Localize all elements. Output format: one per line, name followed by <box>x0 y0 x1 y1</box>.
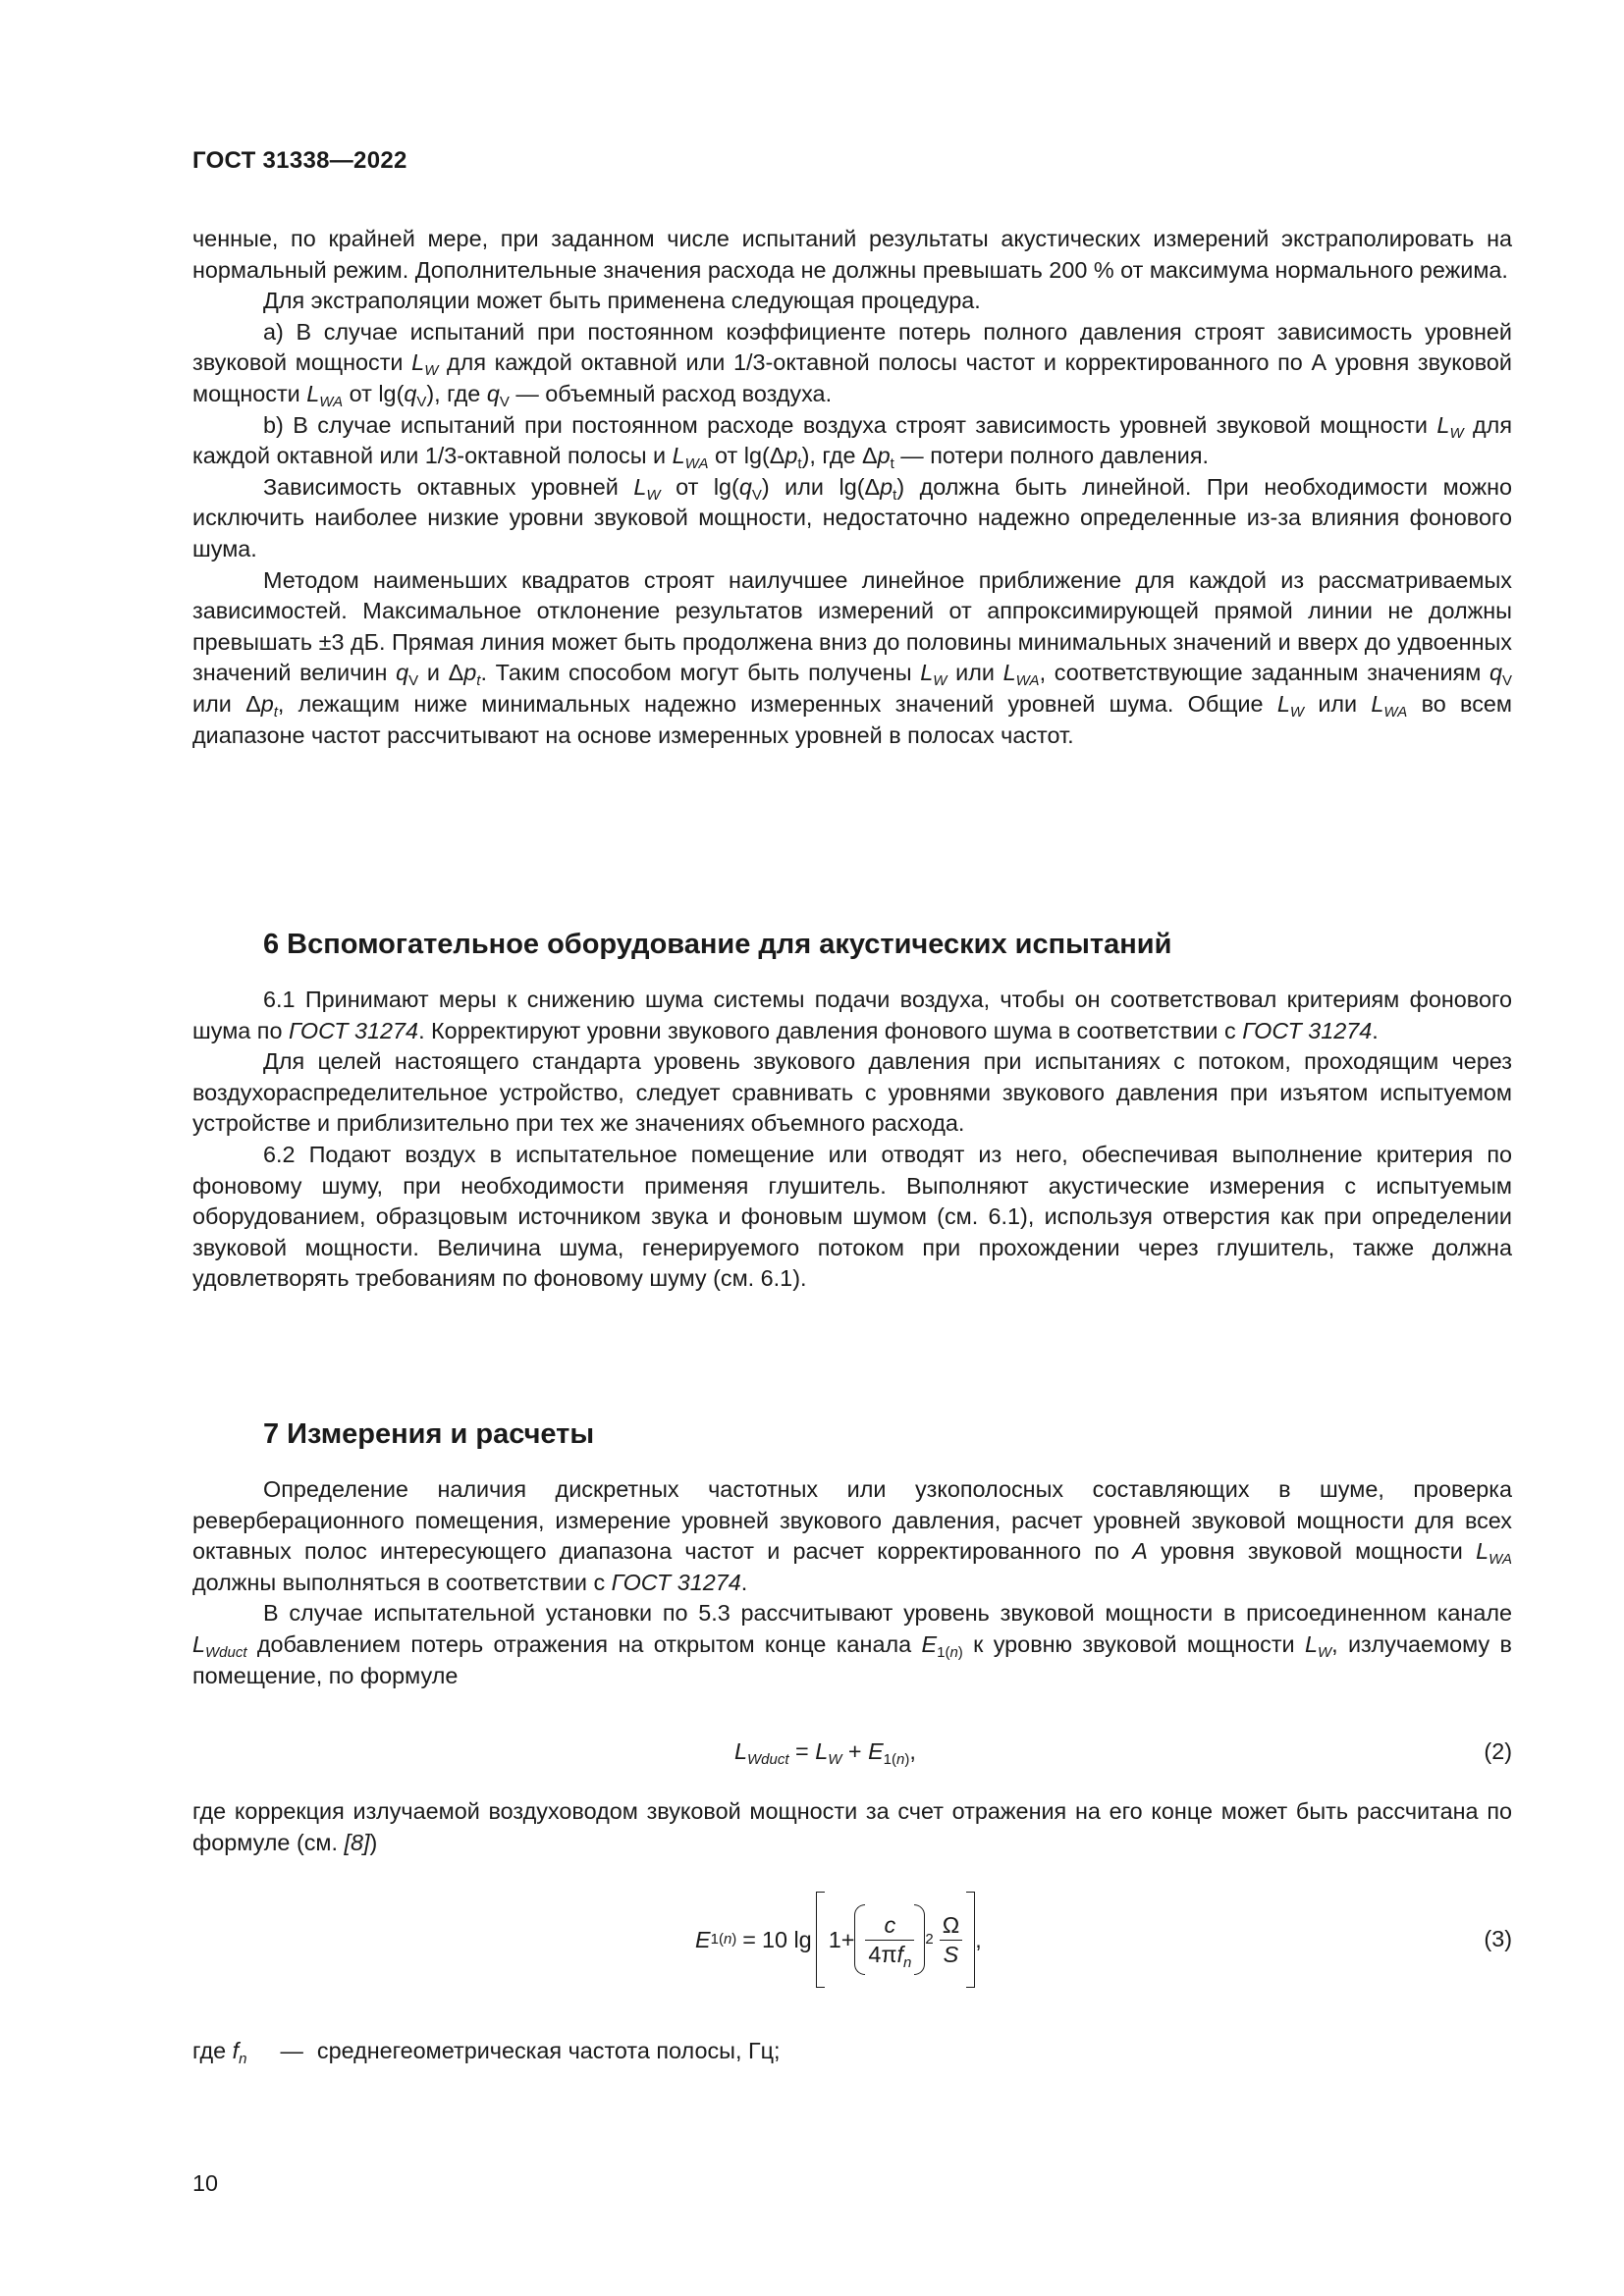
formula-2: $L_{Wduct} = L_W + E_{1(n)}$, <box>734 1738 916 1768</box>
paren-close <box>914 1904 925 1975</box>
bracket-close <box>966 1892 975 1988</box>
section-6 <box>192 927 1512 962</box>
page-number: 10 <box>192 2170 219 2196</box>
fraction: $\frac{\Omega}{S}$ <box>940 1912 963 1968</box>
paragraph: В случае испытательной установки по 5.3 рассчитывают уровень звуковой мощности в присоединенном канале $L_{Wduct}$ добавлением потерь отражения на открытом конце канала $E_{1(n)}$ к уровню звуковой мощности $L_W$, излучаемому в помещение, по формуле <box>192 1600 1512 1688</box>
where-clause <box>192 2036 1512 2067</box>
paragraph: 6.2 Подают воздух в испытательное помещение или отводят из него, обеспечивая выполнение критерия по фоновому шуму, при необходимости применяя глушитель. Выполняют акустические измерения с испытуемым оборудованием, образцовым источником звука и фоновым шумом (см. 6.1), используя отверстия как при определении звуковой мощности. Величина шума, генерируемого потоком при прохождении через глушитель, также должна удовлетворять требованиям по фоновому шуму (см. 6.1). <box>192 1141 1512 1292</box>
paren-open <box>854 1904 865 1975</box>
paragraph: ченные, по крайней мере, при заданном числе испытаний результаты акустических измерений экстраполировать на нормальный режим. Дополнительные значения расхода не должны превышать 200 % от максимума нормального режима. <box>192 226 1512 283</box>
paragraph: Для экстраполяции может быть применена следующая процедура. <box>263 288 981 314</box>
paragraph: 6.1 Принимают меры к снижению шума системы подачи воздуха, чтобы он соответствовал критериям фонового шума по ГОСТ 31274. Корректируют уровни звукового давления фонового шума в соответствии с ГОСТ 31274. <box>192 987 1512 1043</box>
section-heading: 7 Измерения и расчеты <box>263 1418 595 1450</box>
fraction: $\frac{c}{4\pi f_n}$ <box>865 1912 914 1968</box>
paragraph: Зависимость октавных уровней $L_W$ от $\lg(q_V)$ или $\lg(\Delta p_t)$ должна быть линейной. При необходимости можно исключить наиболее низкие уровни звуковой мощности, недостаточно надежно определенные из-за влияния фонового шума. <box>192 473 1513 561</box>
section-7-text-2 <box>192 1796 1512 1858</box>
bracket-open <box>816 1892 825 1988</box>
section-7 <box>192 1416 1512 1452</box>
formula-3: E 1(n) = 10 lg 1+ $\frac{c}{4\pi f_n}$ 2 $\frac{\Omega}{S}$ , <box>695 1891 982 1989</box>
paragraph: Для целей настоящего стандарта уровень звукового давления при испытаниях с потоком, проходящим через воздухораспределительное устройство, следует сравнивать с уровнями звукового давления при изъятом испытуемом устройстве и приблизительно при тех же значениях объемного расхода. <box>192 1048 1512 1137</box>
section-heading: 6 Вспомогательное оборудование для акустических испытаний <box>263 929 1172 960</box>
paragraph: Методом наименьших квадратов строят наилучшее линейное приближение для каждой из рассматриваемых зависимостей. Максимальное отклонение результатов измерений от аппроксимирующей прямой линии не должны превышать ±3 дБ. Прямая линия может быть продолжена вниз до половины минимальных значений и вверх до удвоенных значений величин $q_V$ и $\Delta p_t$. Таким способом могут быть получены $L_W$ или $L_{WA}$, соответствующие заданным значениям $q_V$ или $\Delta p_t$, лежащим ниже минимальных надежно измеренных значений уровней шума. Общие $L_W$ или $L_{WA}$ во всем диапазоне частот рассчитывают на основе измеренных уровней в полосах частот. <box>192 566 1513 748</box>
paragraph: где коррекция излучаемой воздуховодом звуковой мощности за счет отражения на его конце может быть рассчитана по формуле (см. [8]) <box>192 1798 1512 1855</box>
equation-number: (3) <box>1484 1926 1512 1951</box>
document-header: ГОСТ 31338—2022 <box>192 147 407 174</box>
equation-number: (2) <box>1484 1738 1512 1764</box>
section-6-text <box>192 985 1512 1295</box>
list-item-b: b) В случае испытаний при постоянном расходе воздуха строят зависимость уровней звуковой мощности $L_W$ для каждой октавной или 1/3-октавной полосы и $L_{WA}$ от $\lg(\Delta p_t)$, где $\Delta p_t$ — потери полного давления. <box>192 411 1512 473</box>
section-7-text <box>192 1474 1512 1691</box>
definition-line: где $f_n$ — среднегеометрическая частота полосы, Гц; <box>192 2038 781 2067</box>
intro-text-block <box>192 224 1512 751</box>
paragraph: Определение наличия дискретных частотных или узкополосных составляющих в шуме, проверка реверберационного помещения, измерение уровней звукового давления, расчет уровней звуковой мощности для всех октавных полос интересующего диапазона частот и расчет корректированного по A уровня звуковой мощности $L_{WA}$ должны выполняться в соответствии с ГОСТ 31274. <box>192 1476 1512 1595</box>
list-item-a: a) В случае испытаний при постоянном коэффициенте потерь полного давления строят зависимость уровней звуковой мощности $L_W$ для каждой октавной или 1/3-октавной полосы частот и корректированного по А уровня звуковой мощности $L_{WA}$ от $\lg(q_V)$, где $q_V$ — объемный расход воздуха. <box>192 318 1512 410</box>
